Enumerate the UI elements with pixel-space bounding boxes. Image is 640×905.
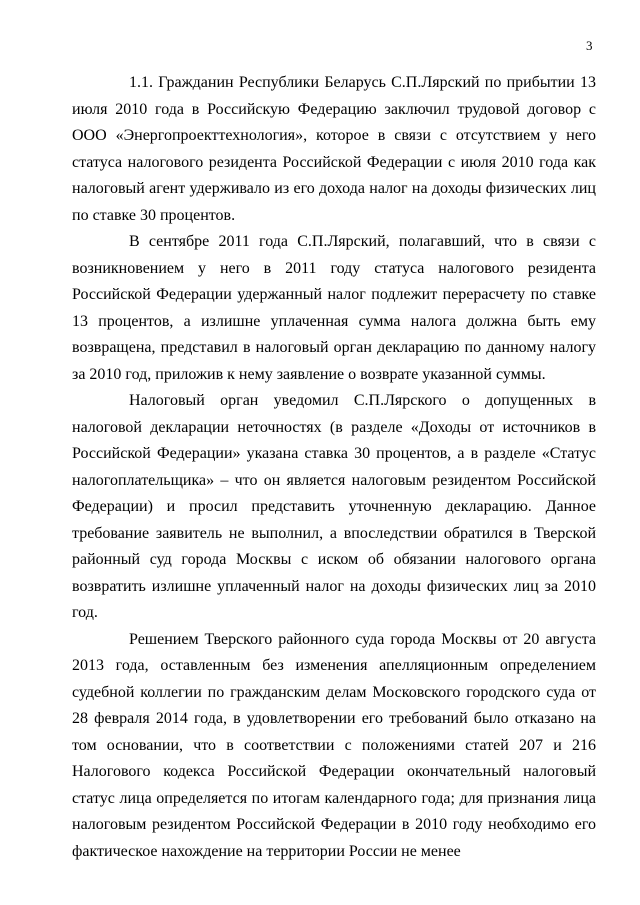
paragraph-2: В сентябре 2011 года С.П.Лярский, полагавший, что в связи с возникновением у него в 2011 году статуса налогового резидента Российской Федерации удержанный налог подлежит перерасчету по ставке 13 процентов, а излишне уплаченная сумма налога должна быть ему возвращена, представил в налоговый орган декларацию по данному налогу за 2010 год, приложив к нему заявление о возврате указанной суммы. [72, 233, 596, 383]
paragraph-4: Решением Тверского районного суда города Москвы от 20 августа 2013 года, оставленным без изменения апелляционным определением судебной коллегии по гражданским делам Московского городского суда от 28 февраля 2014 года, в удовлетворении его требований было отказано на том основании, что в соответствии с положениями статей 207 и 216 Налогового кодекса Российской Федерации окончательный налоговый статус лица определяется по итогам календарного года; для признания лица налоговым резидентом Российской Федерации в 2010 году необходимо его фактическое нахождение на территории России не менее [72, 630, 596, 860]
document-body [72, 70, 596, 865]
paragraph-1: 1.1. Гражданин Республики Беларусь С.П.Лярский по прибытии 13 июля 2010 года в Российскую Федерацию заключил трудовой договор с ООО «Энергопроекттехнология», которое в связи с отсутствием у него статуса налогового резидента Российской Федерации с июля 2010 года как налоговый агент удерживало из его дохода налог на доходы физических лиц по ставке 30 процентов. [72, 74, 596, 224]
page-number: 3 [586, 38, 593, 53]
paragraph-3: Налоговый орган уведомил С.П.Лярского о допущенных в налоговой декларации неточностях (в разделе «Доходы от источников в Российской Федерации» указана ставка 30 процентов, а в разделе «Статус налогоплательщика» – что он является налоговым резидентом Российской Федерации) и просил представить уточненную декларацию. Данное требование заявитель не выполнил, а впоследствии обратился в Тверской районный суд города Москвы с иском об обязании налогового органа возвратить излишне уплаченный налог на доходы физических лиц за 2010 год. [72, 392, 596, 621]
